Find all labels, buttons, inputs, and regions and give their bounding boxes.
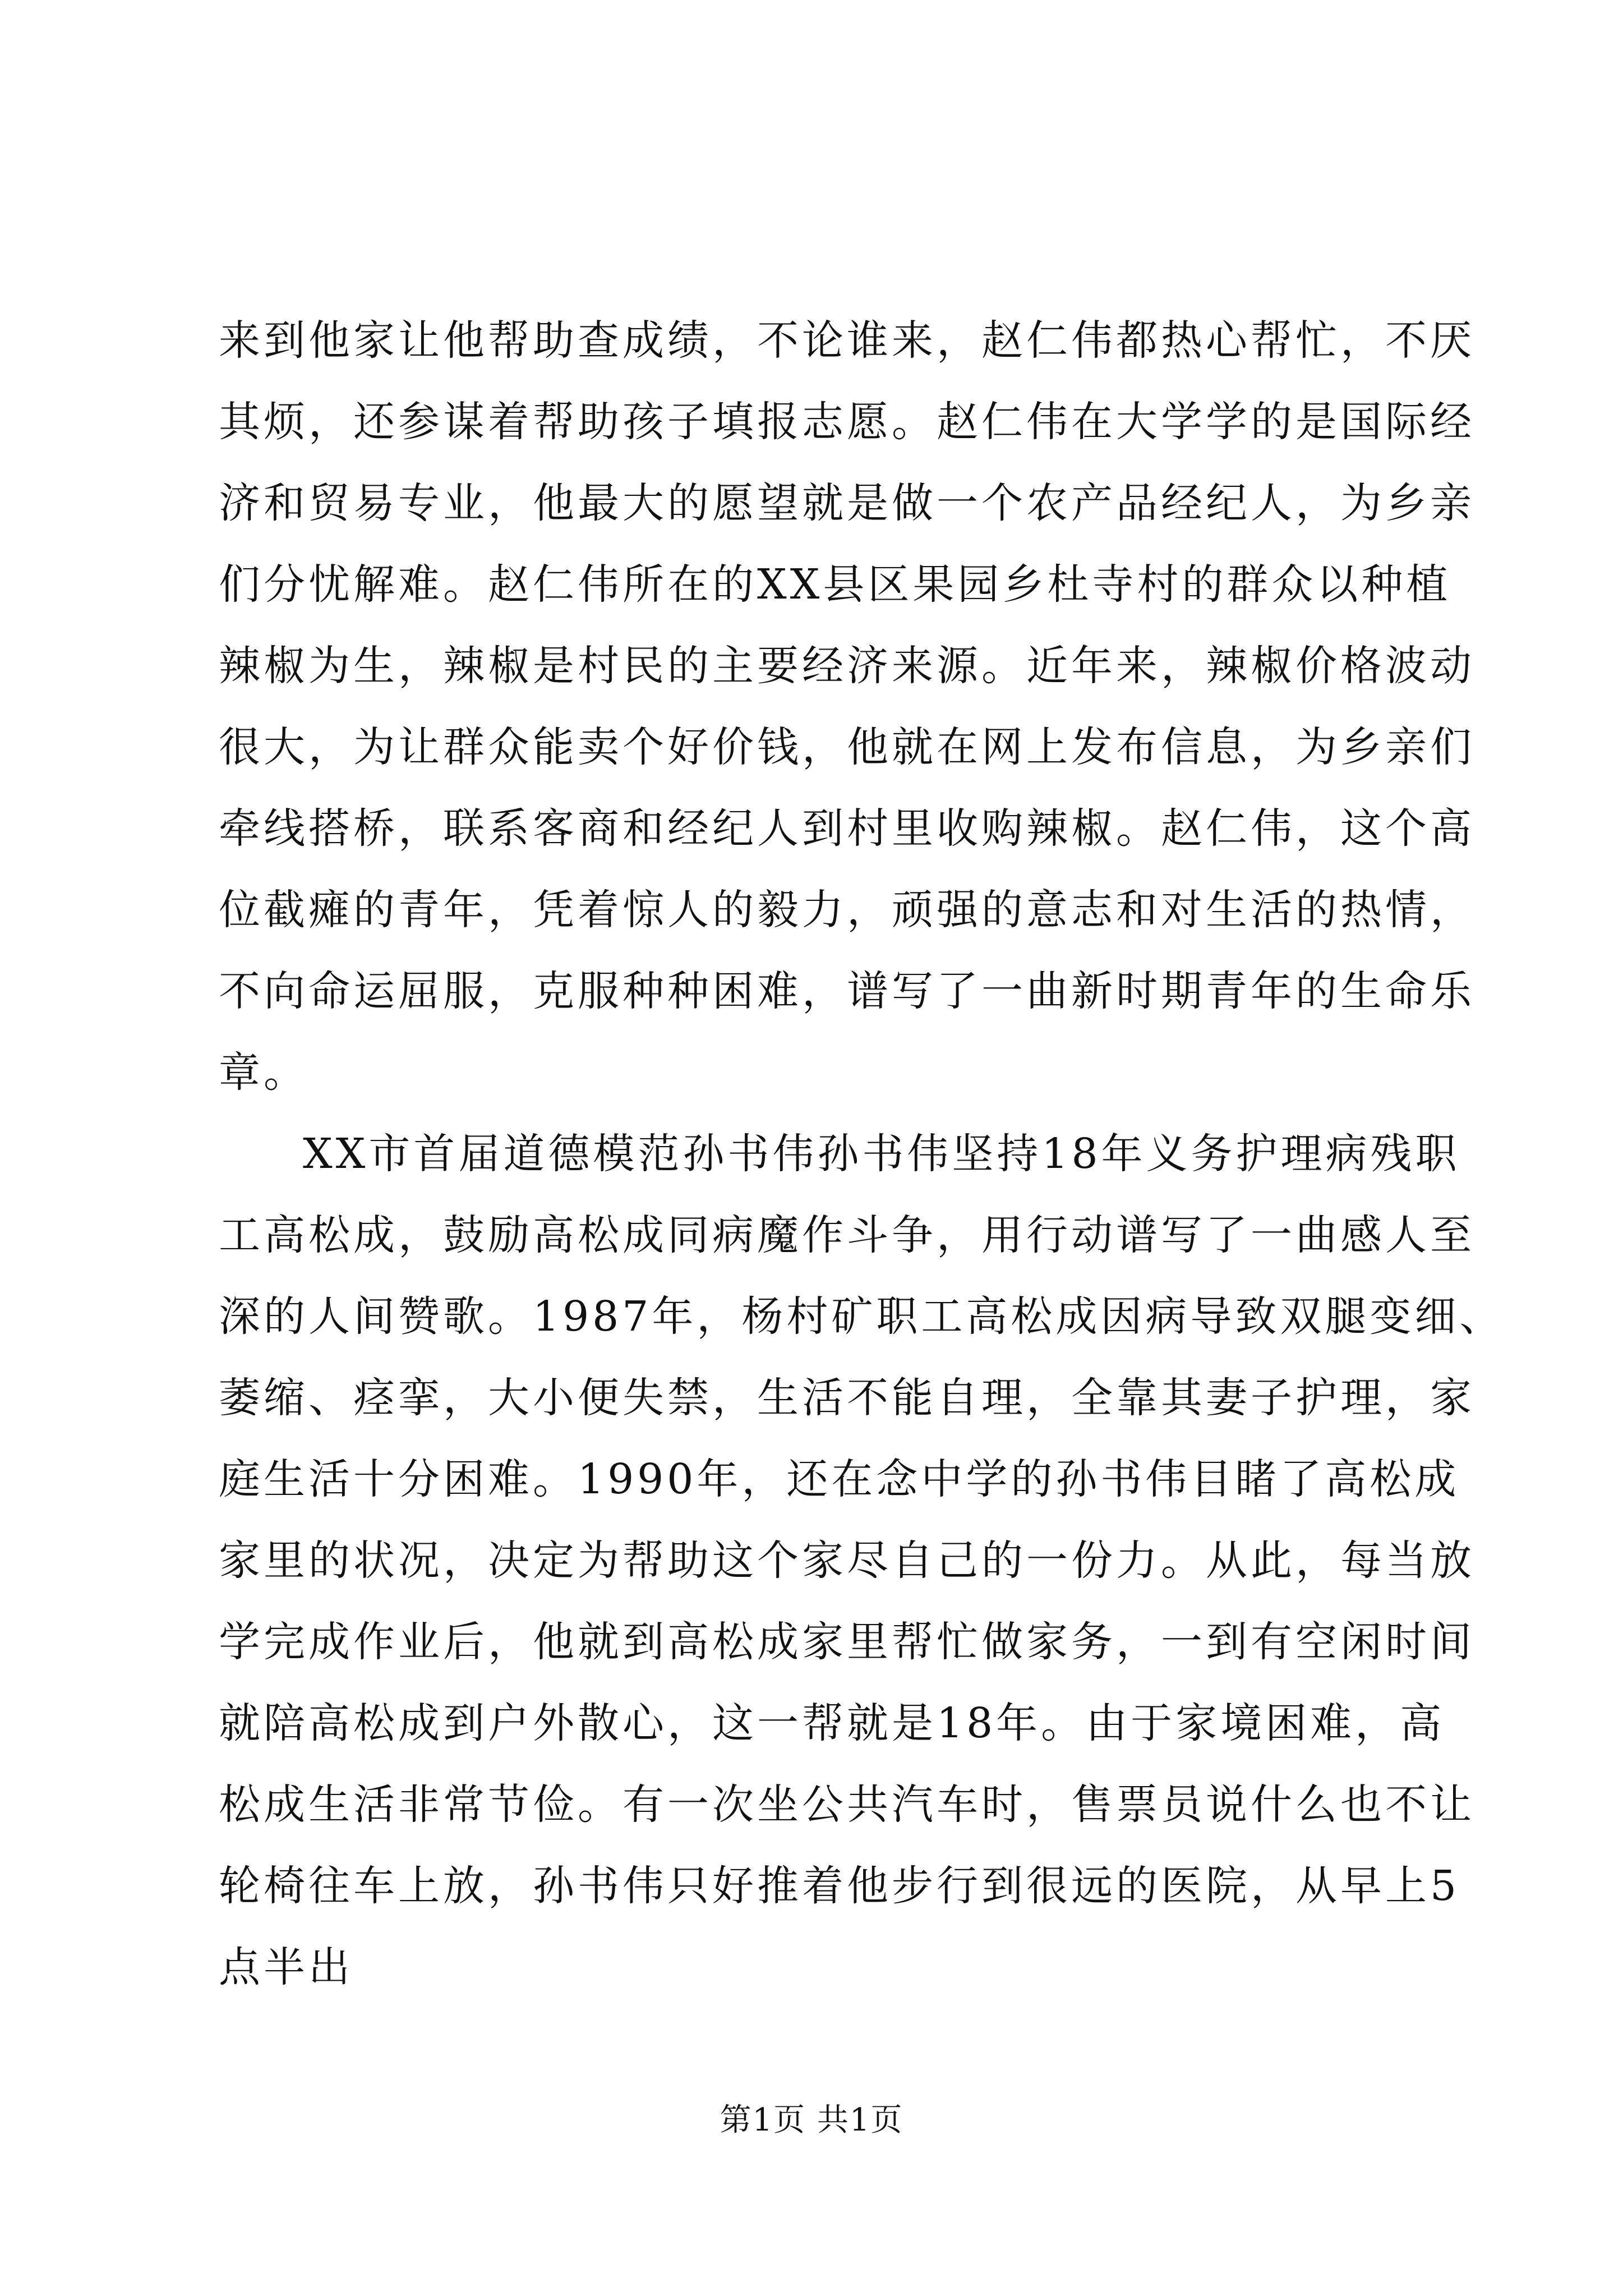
document-body [219,300,1505,2008]
text-line: 位截瘫的青年，凭着惊人的毅力，顽强的意志和对生活的热情， [219,886,1475,934]
text-line: 们分忧解难。赵仁伟所在的XX县区果园乡杜寺村的群众以种植 [219,560,1451,609]
text-line: XX市首届道德模范孙书伟孙书伟坚持18年义务护理病残职 [303,1130,1460,1178]
text-line: 章。 [219,1048,308,1097]
text-line: 庭生活十分困难。1990年，还在念中学的孙书伟目睹了高松成 [219,1455,1460,1503]
text-line: 工高松成，鼓励高松成同病魔作斗争，用行动谱写了一曲感人至 [219,1211,1475,1259]
text-line: 辣椒为生，辣椒是村民的主要经济来源。近年来，辣椒价格波动 [219,642,1475,690]
text-line: 济和贸易专业，他最大的愿望就是做一个农产品经纪人，为乡亲 [219,479,1475,527]
text-line: 就陪高松成到户外散心，这一帮就是18年。由于家境困难，高 [219,1699,1445,1747]
text-line: 牵线搭桥，联系客商和经纪人到村里收购辣椒。赵仁伟，这个高 [219,804,1475,853]
text-line: 学完成作业后，他就到高松成家里帮忙做家务，一到有空闲时间 [219,1618,1475,1666]
text-line: 不向命运屈服，克服种种困难，谱写了一曲新时期青年的生命乐 [219,967,1475,1015]
text-line: 松成生活非常节俭。有一次坐公共汽车时，售票员说什么也不让 [219,1780,1475,1829]
page-footer: 第1页 共1页 [720,2102,903,2138]
text-line: 来到他家让他帮助查成绩，不论谁来，赵仁伟都热心帮忙，不厌 [219,316,1475,365]
text-line: 很大，为让群众能卖个好价钱，他就在网上发布信息，为乡亲们 [219,723,1475,771]
text-line: 萎缩、痉挛，大小便失禁，生活不能自理，全靠其妻子护理，家 [219,1374,1475,1422]
text-line: 深的人间赞歌。1987年，杨村矿职工高松成因病导致双腿变细、 [219,1292,1505,1341]
paragraph-2 [219,1114,1505,2008]
text-line: 点半出 [219,1943,353,1991]
text-line: 其烦，还参谋着帮助孩子填报志愿。赵仁伟在大学学的是国际经 [219,398,1475,446]
paragraph-1 [219,300,1475,1114]
text-line: 家里的状况，决定为帮助这个家尽自己的一份力。从此，每当放 [219,1536,1475,1585]
text-line: 轮椅往车上放，孙书伟只好推着他步行到很远的医院，从早上5 [219,1862,1460,1910]
